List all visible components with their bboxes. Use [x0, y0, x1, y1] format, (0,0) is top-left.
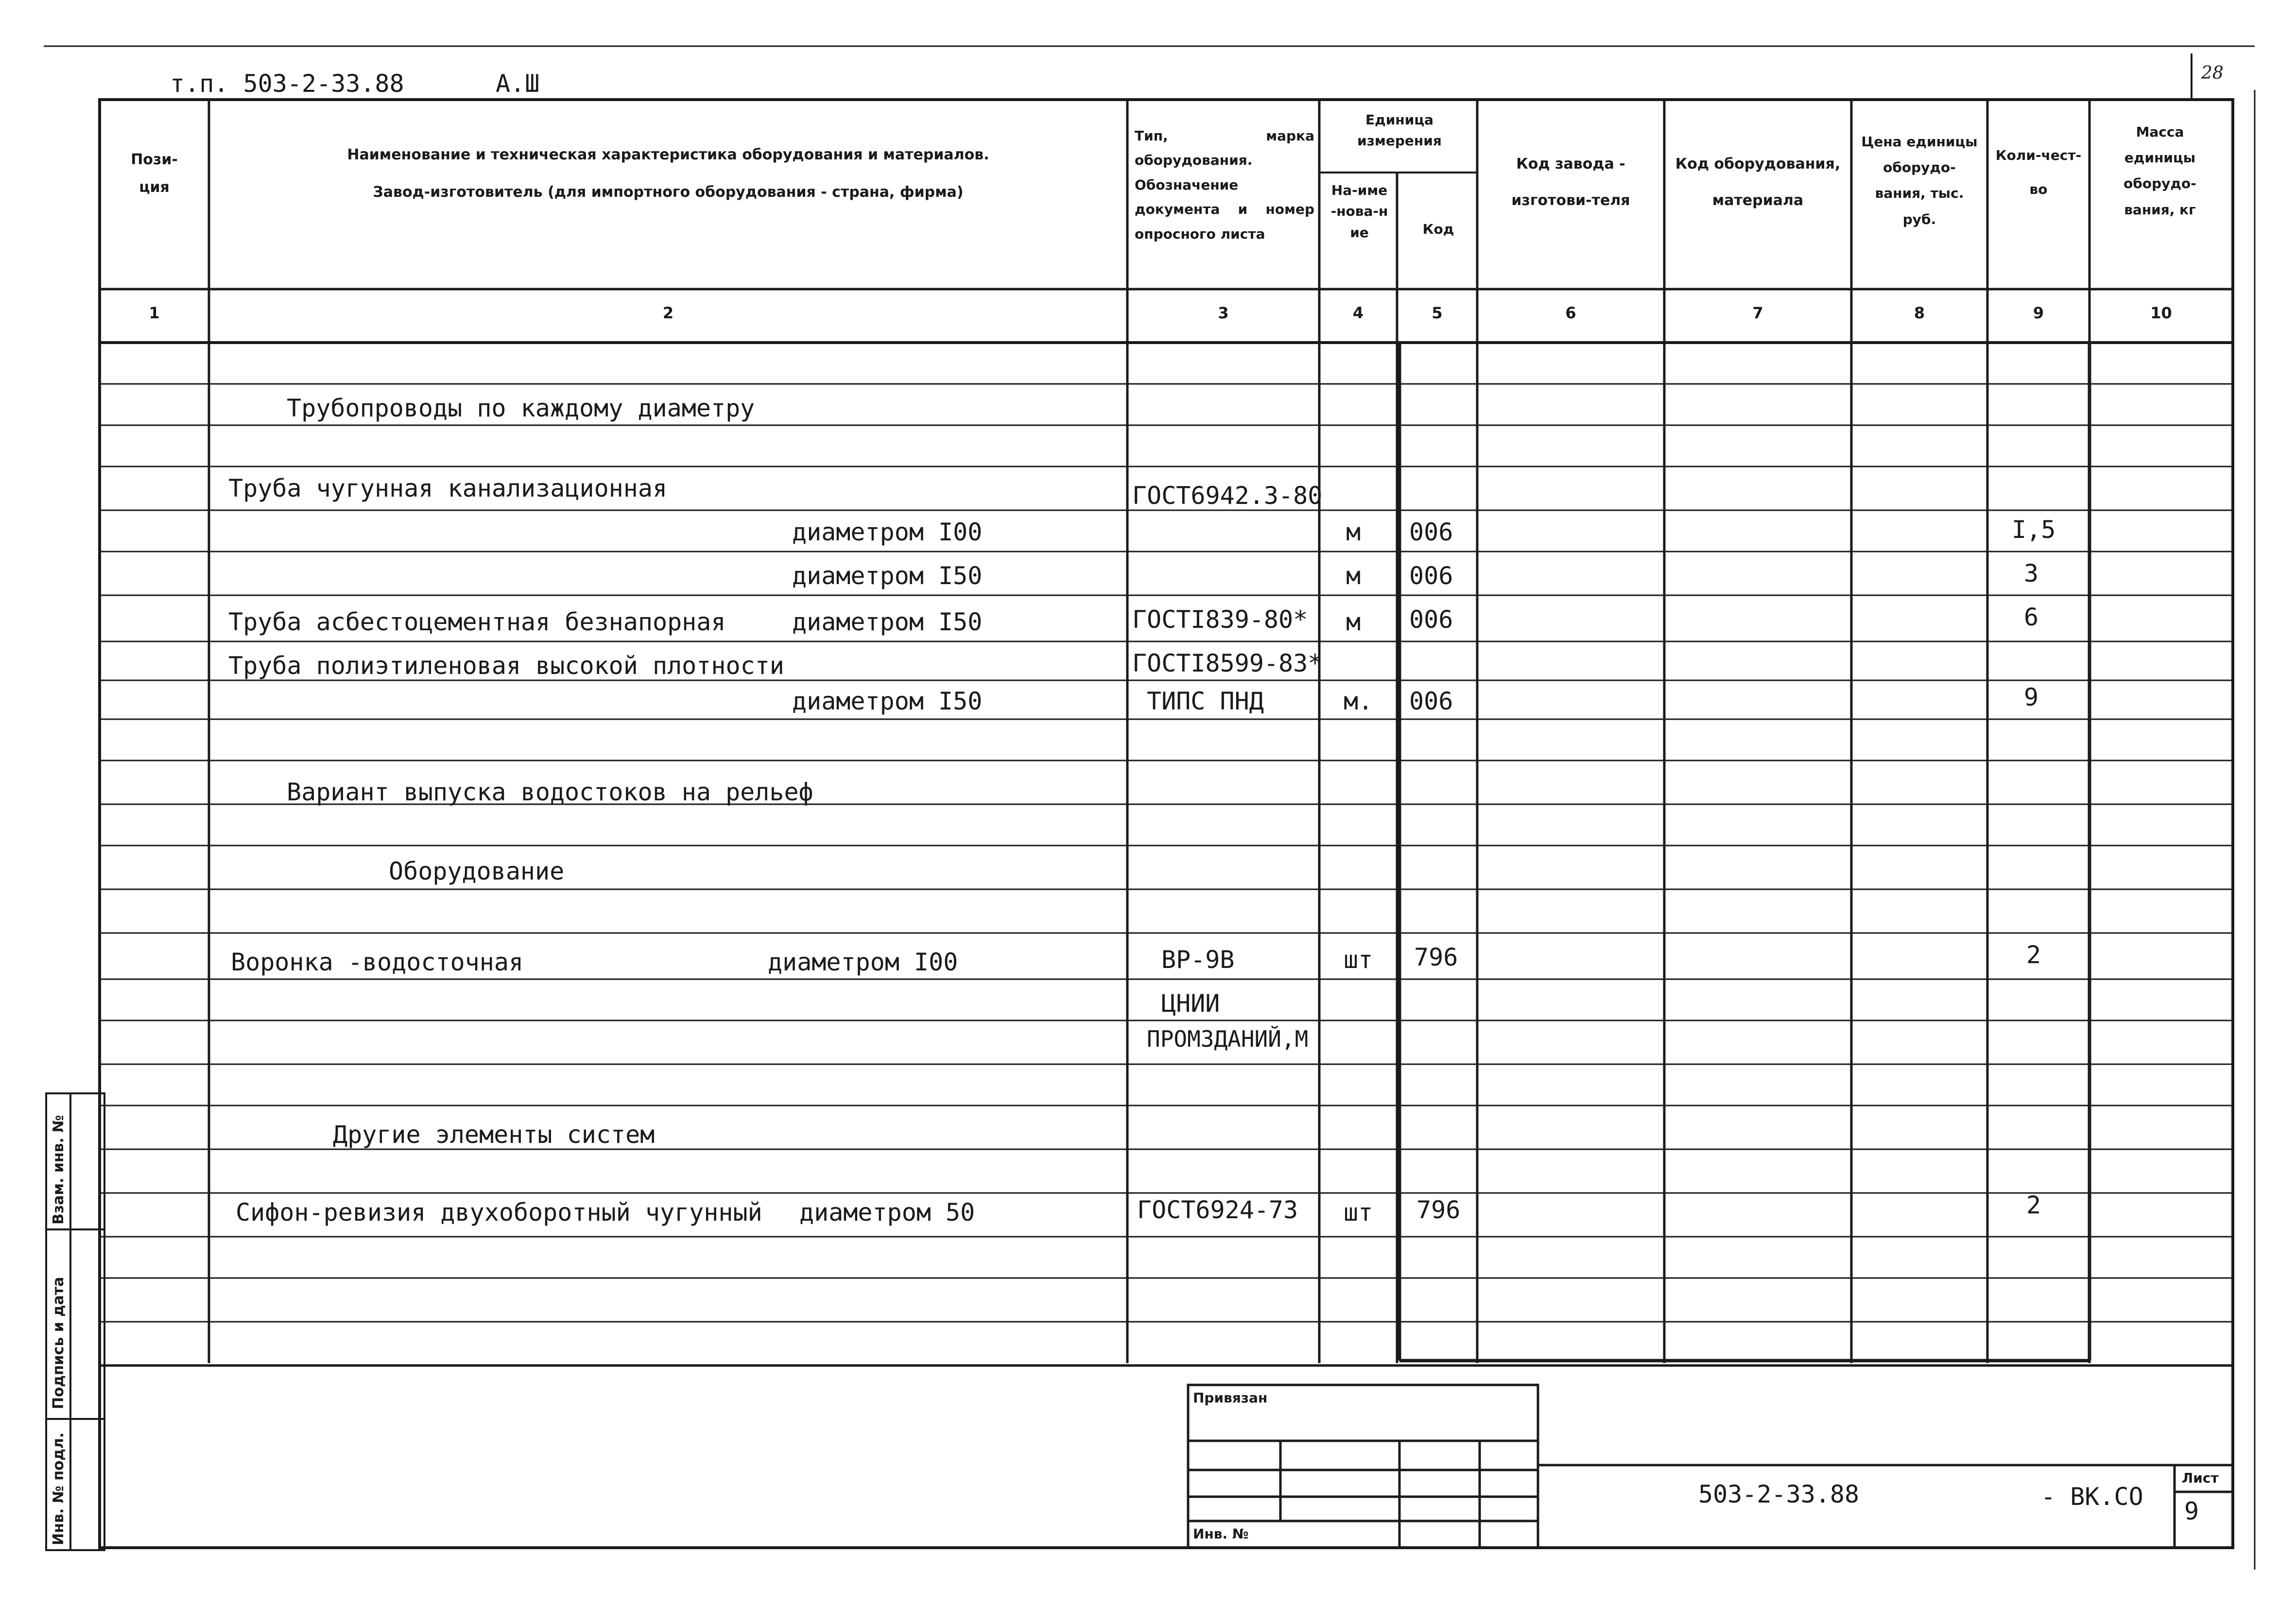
corner-page-number: 28	[2201, 63, 2224, 83]
asbestos-pipe-quantity: 6	[2024, 603, 2039, 631]
siphon-gost: ГОСТ6924-73	[1137, 1196, 1298, 1224]
header-type: Тип, марка оборудования. Обозначение документа и номер опросного листа	[1135, 128, 1314, 242]
stamp-inventory-label: Инв. №	[1193, 1526, 1249, 1542]
column-number-4: 4	[1352, 304, 1364, 322]
document-reference: т.п. 503-2-33.88	[170, 69, 404, 98]
poly-pipe-type: ТИПС ПНД	[1147, 687, 1264, 715]
header-position	[100, 146, 209, 201]
stamp-document-mark: - ВК.СО	[2041, 1483, 2143, 1511]
asbestos-pipe-name: Труба асбестоцементная безнапорная	[228, 608, 726, 636]
column-number-7: 7	[1752, 304, 1763, 322]
poly-pipe-name: Труба полиэтиленовая высокой плотности	[228, 652, 784, 680]
siphon-code: 796	[1416, 1196, 1461, 1224]
header-name	[209, 141, 1127, 206]
column-number-5: 5	[1432, 304, 1443, 322]
column-number-10: 10	[2150, 304, 2172, 322]
stamp-sheet-number: 9	[2184, 1497, 2199, 1525]
iron-d100-quantity: I,5	[2012, 516, 2056, 544]
iron-d150-quantity: 3	[2024, 559, 2039, 588]
funnel-code: 796	[1414, 943, 1458, 971]
header-plant-code: Код завода - изготови-теля	[1511, 156, 1630, 209]
siphon-unit: шт	[1344, 1198, 1373, 1227]
column-number-8: 8	[1914, 304, 1925, 322]
side-label-replacement-inventory: Взам. инв. №	[50, 1115, 67, 1225]
stamp-linked-label: Привязан	[1193, 1390, 1268, 1406]
column-number-2: 2	[662, 304, 674, 322]
iron-d100-code: 006	[1409, 518, 1453, 546]
funnel-name: Воронка -водосточная	[231, 948, 524, 976]
header-unit-group: Единица измерения	[1357, 112, 1442, 149]
asbestos-pipe-diameter: диаметром I50	[792, 608, 983, 636]
side-label-original-inventory: Инв. № подл.	[50, 1432, 67, 1545]
asbestos-pipe-code: 006	[1409, 605, 1453, 634]
poly-pipe-gost: ГОСТI8599-83*	[1132, 649, 1323, 677]
header-position-text: Пози-ция	[131, 151, 178, 196]
poly-pipe-quantity: 9	[2024, 683, 2039, 711]
stamp-sheet-label: Лист	[2182, 1470, 2219, 1486]
asbestos-pipe-unit: м	[1346, 608, 1361, 636]
header-name-line1: Наименование и техническая характеристика оборудования и материалов.	[347, 146, 989, 163]
iron-d100-unit: м	[1346, 518, 1361, 546]
column-number-6: 6	[1565, 304, 1576, 322]
side-label-signature-date: Подпись и дата	[50, 1277, 67, 1409]
header-equipment-code: Код оборудования, материала	[1675, 156, 1841, 209]
iron-d150-diameter: диаметром I50	[792, 562, 983, 590]
pipe-iron-name: Труба чугунная канализационная	[228, 474, 668, 502]
siphon-diameter: диаметром 50	[799, 1198, 975, 1227]
asbestos-pipe-gost: ГОСТI839-80*	[1132, 605, 1308, 634]
funnel-organisation-line1: ЦНИИ	[1161, 989, 1220, 1018]
column-number-1: 1	[149, 304, 160, 322]
album-label: А.Ш	[496, 69, 540, 98]
column-number-3: 3	[1218, 304, 1229, 322]
siphon-quantity: 2	[2026, 1191, 2041, 1219]
section-pipes-heading: Трубопроводы по каждому диаметру	[287, 394, 755, 422]
iron-d150-code: 006	[1409, 562, 1453, 590]
pipe-iron-gost: ГОСТ6942.3-80	[1132, 482, 1323, 510]
iron-d150-unit: м	[1346, 562, 1361, 590]
poly-pipe-unit: м.	[1344, 687, 1373, 715]
funnel-unit: шт	[1344, 946, 1373, 974]
funnel-type: ВР-9В	[1161, 946, 1235, 974]
header-mass: Масса единицы оборудо-вания, кг	[2123, 124, 2196, 218]
section-other-heading: Другие элементы систем	[333, 1121, 655, 1149]
header-name-line2: Завод-изготовитель (для импортного оборудования - страна, фирма)	[373, 184, 964, 201]
funnel-diameter: диаметром I00	[768, 948, 958, 976]
stamp-document-code: 503-2-33.88	[1698, 1480, 1860, 1508]
header-unit-code: Код	[1422, 221, 1454, 237]
poly-pipe-diameter: диаметром I50	[792, 687, 983, 715]
section-equipment-heading: Оборудование	[389, 857, 565, 885]
siphon-name: Сифон-ревизия двухоборотный чугунный	[236, 1198, 762, 1227]
header-price: Цена единицы оборудо-вания, тыс. руб.	[1861, 134, 1978, 227]
iron-d100-diameter: диаметром I00	[792, 518, 983, 546]
funnel-quantity: 2	[2026, 941, 2041, 969]
column-number-9: 9	[2033, 304, 2044, 322]
section-variant-heading: Вариант выпуска водостоков на рельеф	[287, 778, 813, 806]
header-quantity: Коли-чест-во	[1995, 147, 2082, 197]
funnel-organisation-line2: ПРОМЗДАНИЙ,М	[1147, 1026, 1309, 1052]
header-unit-name: На-име-нова-ние	[1330, 182, 1388, 241]
poly-pipe-code: 006	[1409, 687, 1453, 715]
